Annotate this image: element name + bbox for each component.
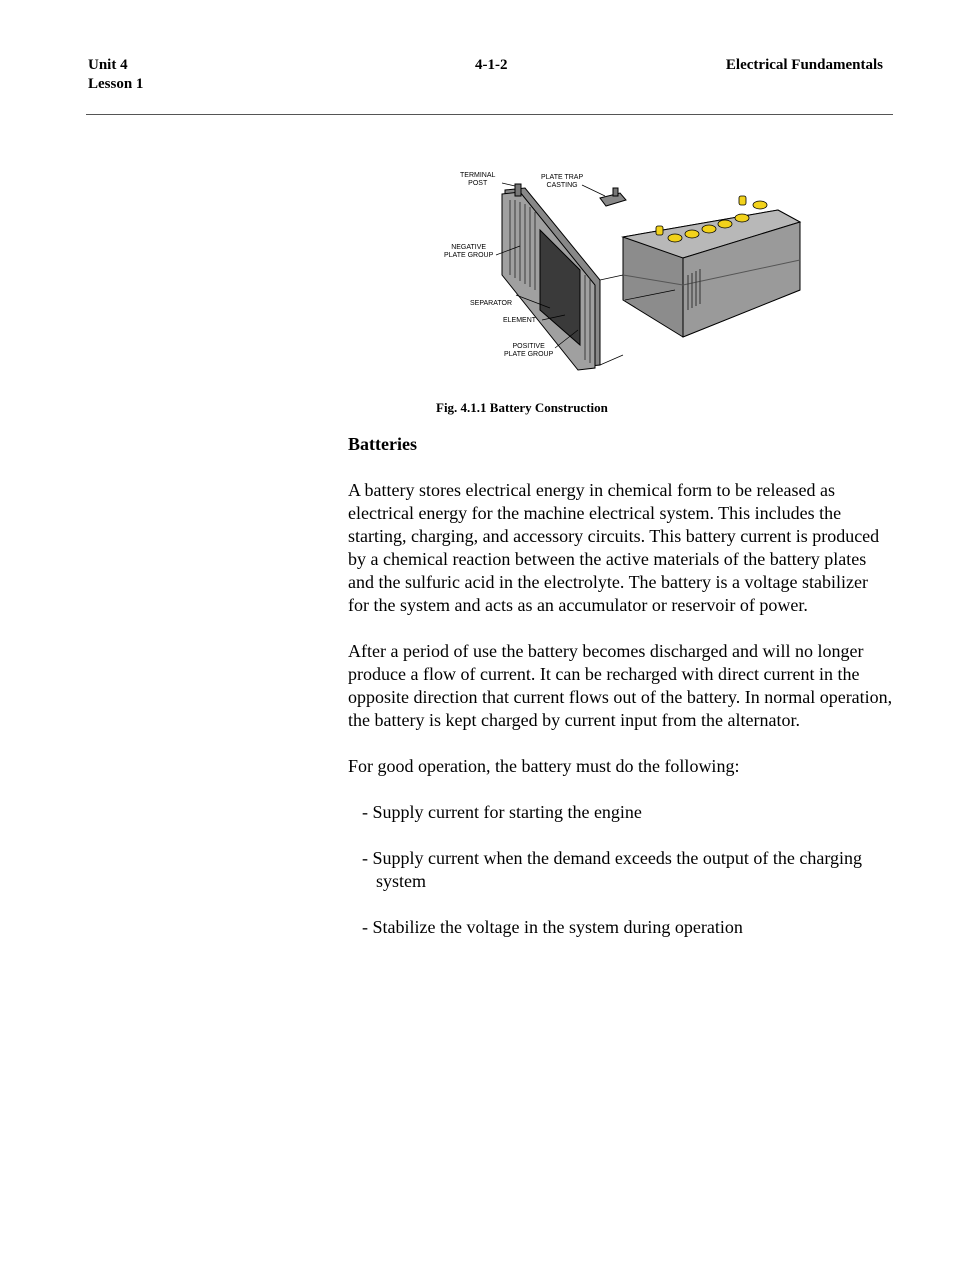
plate-trap-casting — [600, 188, 626, 206]
paragraph-recharge: After a period of use the battery becomes discharged and will no longer produce a flow of current. It can be recharged with direct current in the opposite direction that current flows out of the battery. In normal operation, the battery is kept charged by current input from the alternator. — [348, 641, 893, 730]
header-unit: Unit 4 — [88, 57, 128, 73]
label-negative-plate-group: NEGATIVE PLATE GROUP — [444, 244, 494, 259]
label-plate-trap-casting: PLATE TRAP CASTING — [541, 174, 584, 189]
battery-illustration — [430, 160, 810, 380]
header-divider — [86, 114, 893, 115]
label-terminal-post: TERMINAL POST — [460, 172, 496, 187]
main-content — [348, 433, 893, 962]
list-item: - Supply current when the demand exceeds the output of the charging system — [362, 848, 863, 891]
list-item: - Stabilize the voltage in the system during operation — [362, 917, 743, 937]
label-positive-plate-group: POSITIVE PLATE GROUP — [504, 343, 554, 358]
paragraph-requirements: For good operation, the battery must do the following: — [348, 756, 740, 776]
header-unit-lesson — [88, 56, 143, 94]
battery-construction-figure — [430, 160, 810, 380]
figure-caption: Fig. 4.1.1 Battery Construction — [436, 400, 608, 415]
paragraph-intro: A battery stores electrical energy in chemical form to be released as electrical energy for the machine electrical system. This includes the starting, charging, and accessory circuits. This battery current is produced by a chemical reaction between the active materials of the battery plates and the sulfuric acid in the electrolyte. The battery is a voltage stabilizer for the system and acts as an accumulator or reservoir of power. — [348, 480, 880, 615]
header-title: Electrical Fundamentals — [725, 57, 883, 73]
header-lesson: Lesson 1 — [88, 76, 144, 92]
header-page-number: 4-1-2 — [475, 57, 508, 73]
section-heading: Batteries — [348, 434, 417, 454]
list-item: - Supply current for starting the engine — [362, 802, 642, 822]
label-separator: SEPARATOR — [470, 300, 513, 307]
label-element: ELEMENT — [503, 317, 537, 324]
